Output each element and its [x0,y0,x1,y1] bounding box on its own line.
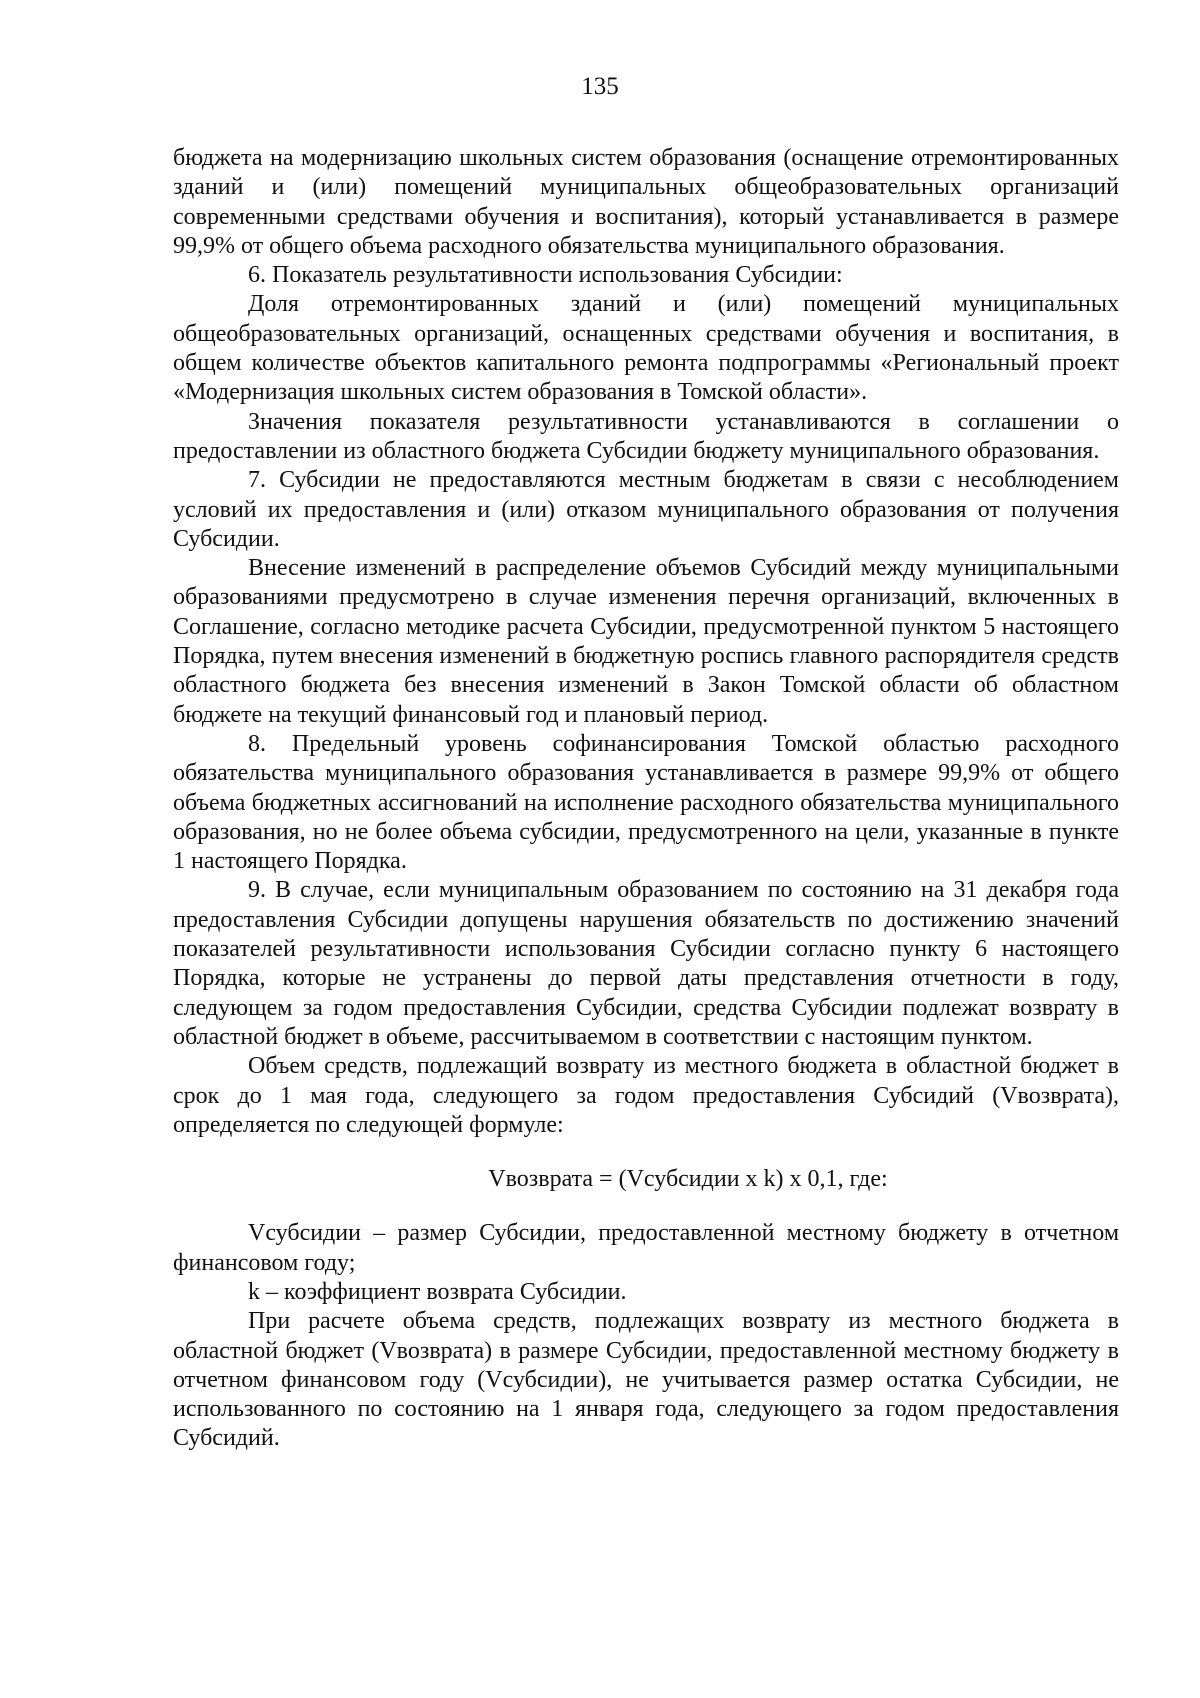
paragraph-indicator-values: Значения показателя результативности устанавливаются в соглашении о предоставлении из областного бюджета Субсидии бюджету муниципального образования. [173,408,1119,464]
paragraph-refund-volume: Объем средств, подлежащий возврату из местного бюджета в областной бюджет в срок до 1 мая года, следующего за годом предоставления Субсидий (Vвозврата), определяется по следующей формуле: [173,1053,1119,1138]
page-number: 135 [581,73,619,100]
paragraph-item-6-heading: 6. Показатель результативности использования Субсидии: [248,262,843,289]
paragraph-distribution-changes: Внесение изменений в распределение объемов Субсидий между муниципальными образованиями предусмотрено в случае изменения перечня организаций, включенных в Соглашение, согласно методике расчета Субсидии, предусмотренной пунктом 5 настоящего Порядка, путем внесения изменений в бюджетную роспись главного распорядителя средств областного бюджета без внесения изменений в Закон Томской области об областном бюджете на текущий финансовый год и плановый период. [173,555,1119,728]
paragraph-indicator-description: Доля отремонтированных зданий и (или) помещений муниципальных общеобразовательных организаций, оснащенных средствами обучения и воспитания, в общем количестве объектов капитального ремонта подпрограммы «Региональный проект «Модернизация школьных систем образования в Томской области». [173,291,1119,406]
paragraph-item-7: 7. Субсидии не предоставляются местным бюджетам в связи с несоблюдением условий их предоставления и (или) отказом муниципального образования от получения Субсидии. [173,467,1119,552]
paragraph-refund-calculation-note: При расчете объема средств, подлежащих возврату из местного бюджета в областной бюджет (Vвозврата) в размере Субсидии, предоставленной местному бюджету в отчетном финансовом году (Vсубсидии), не учитывается размер остатка Субсидии, не использованного по состоянию на 1 января года, следующего за годом предоставления Субсидий. [173,1308,1119,1452]
refund-formula: Vвозврата = (Vсубсидии x k) x 0,1, где: [488,1166,888,1193]
document-body [173,144,1119,1454]
paragraph-item-9: 9. В случае, если муниципальным образованием по состоянию на 31 декабря года предоставления Субсидии допущены нарушения обязательств по достижению значений показателей результативности использования Субсидии согласно пункту 6 настоящего Порядка, которые не устранены до первой даты представления отчетности в году, следующем за годом предоставления Субсидии, средства Субсидии подлежат возврату в областной бюджет в объеме, рассчитываемом в соответствии с настоящим пунктом. [173,877,1119,1050]
paragraph-definition-vsubsidy: Vсубсидии – размер Субсидии, предоставленной местному бюджету в отчетном финансовом году; [173,1220,1119,1276]
paragraph-continuation: бюджета на модернизацию школьных систем образования (оснащение отремонтированных зданий и (или) помещений муниципальных общеобразовательных организаций современными средствами обучения и воспитания), который устанавливается в размере 99,9% от общего объема расходного обязательства муниципального образования. [173,145,1119,259]
paragraph-item-8: 8. Предельный уровень софинансирования Томской областью расходного обязательства муниципального образования устанавливается в размере 99,9% от общего объема бюджетных ассигнований на исполнение расходного обязательства муниципального образования, но не более объема субсидии, предусмотренного на цели, указанные в пункте 1 настоящего Порядка. [173,730,1119,875]
paragraph-definition-k: k – коэффициент возврата Субсидии. [248,1278,627,1305]
